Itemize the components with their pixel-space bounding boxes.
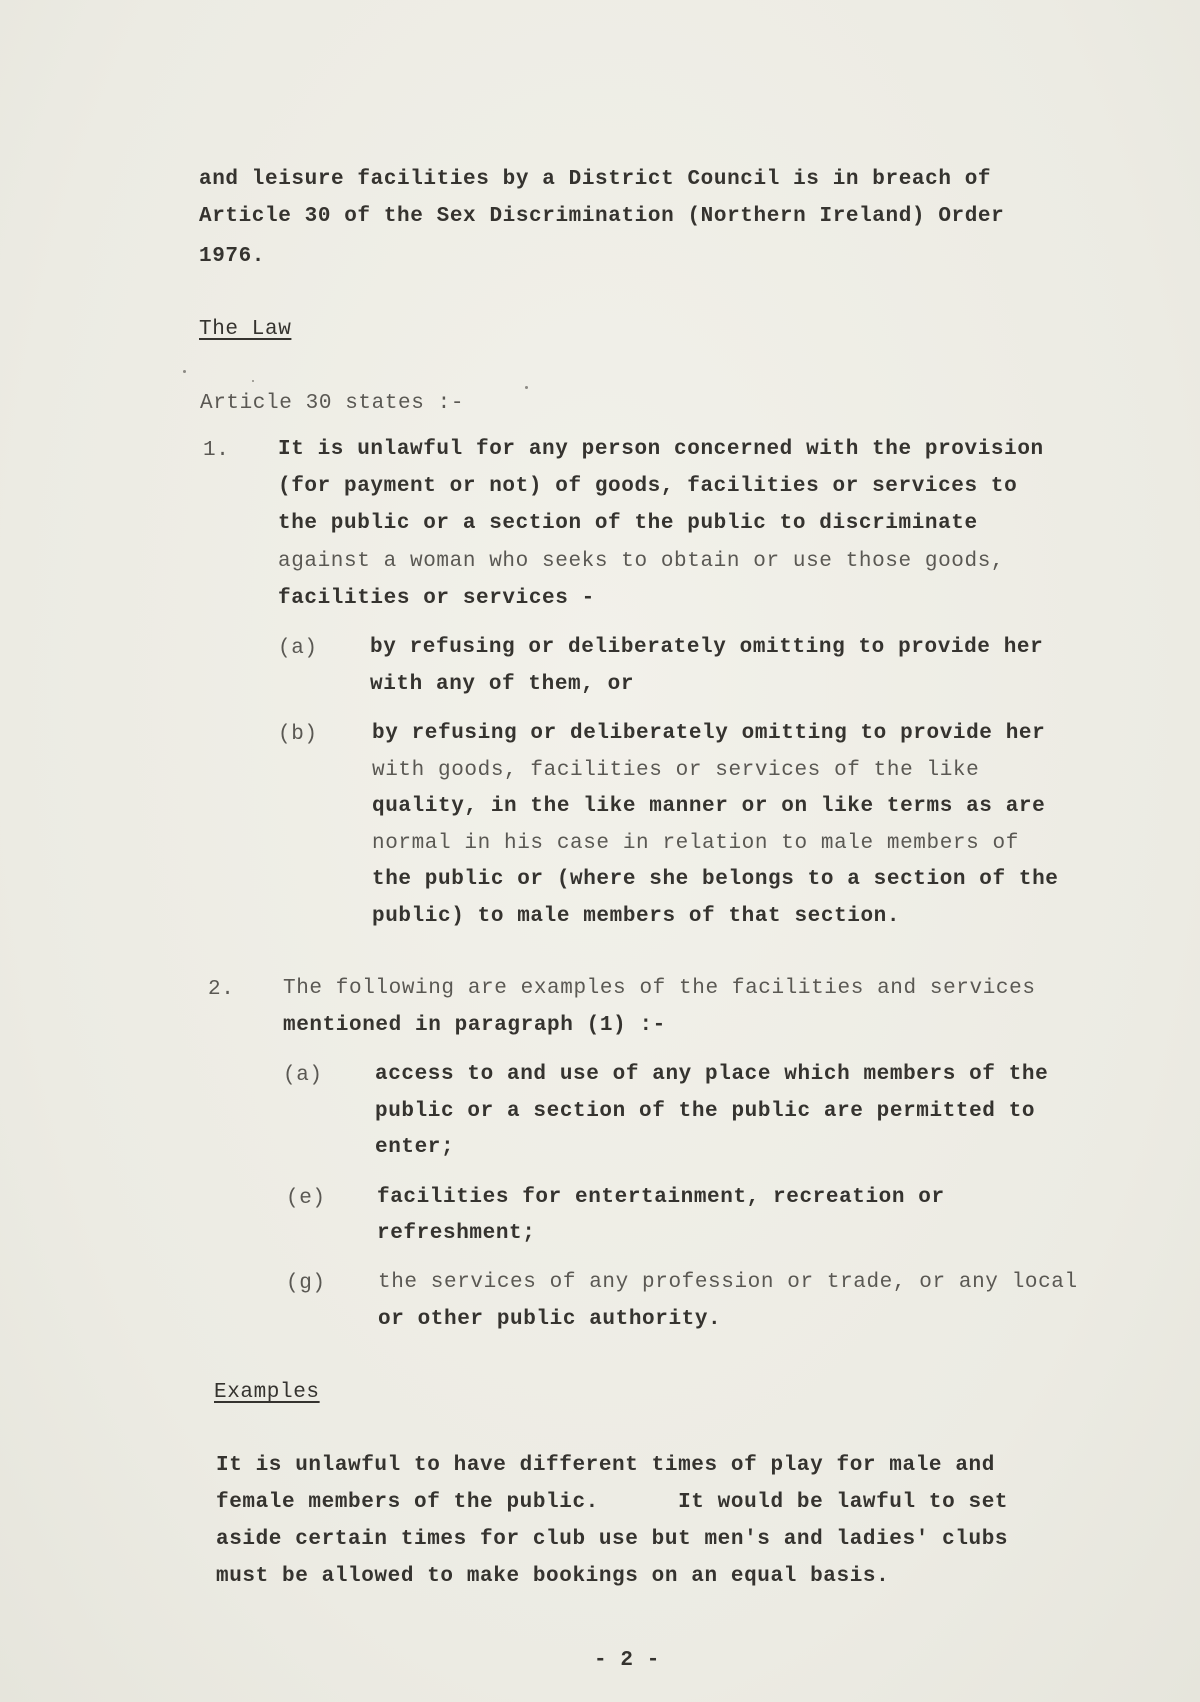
- item-label: (b): [278, 723, 318, 746]
- paragraph-line: facilities or services -: [278, 587, 595, 610]
- item-label: (e): [286, 1187, 326, 1210]
- item-line: facilities for entertainment, recreation or: [377, 1186, 945, 1209]
- paragraph-number: 2.: [208, 978, 235, 1001]
- intro-line: 1976.: [199, 245, 266, 268]
- paragraph-line: The following are examples of the facilities and services: [283, 977, 1036, 1000]
- examples-line: aside certain times for club use but men's and ladies' clubs: [216, 1528, 1009, 1551]
- paragraph-number: 1.: [203, 439, 230, 462]
- item-line: or other public authority.: [378, 1308, 722, 1331]
- item-line: with goods, facilities or services of the like: [372, 759, 980, 782]
- examples-line: must be allowed to make bookings on an equal basis.: [216, 1565, 890, 1588]
- paper-speck: [183, 370, 186, 373]
- item-line: enter;: [375, 1136, 455, 1159]
- item-label: (a): [283, 1064, 323, 1087]
- paragraph-line: It is unlawful for any person concerned with the provision: [278, 438, 1044, 461]
- item-line: by refusing or deliberately omitting to provide her: [370, 636, 1044, 659]
- paragraph-line: mentioned in paragraph (1) :-: [283, 1014, 666, 1037]
- item-line: the public or (where she belongs to a section of the: [372, 868, 1059, 891]
- intro-line: and leisure facilities by a District Council is in breach of: [199, 168, 992, 191]
- paragraph-line: the public or a section of the public to discriminate: [278, 512, 978, 535]
- paper-speck: [525, 386, 528, 389]
- examples-line: It is unlawful to have different times of play for male and: [216, 1454, 995, 1477]
- intro-line: Article 30 of the Sex Discrimination (Northern Ireland) Order: [199, 205, 1005, 228]
- item-line: access to and use of any place which members of the: [375, 1063, 1049, 1086]
- item-line: the services of any profession or trade, or any local: [378, 1271, 1078, 1294]
- paragraph-line: (for payment or not) of goods, facilities or services to: [278, 475, 1018, 498]
- article-intro: Article 30 states :-: [200, 392, 465, 415]
- item-label: (a): [278, 637, 318, 660]
- item-line: refreshment;: [377, 1222, 536, 1245]
- section-heading-examples: Examples: [214, 1381, 320, 1404]
- item-line: public or a section of the public are permitted to: [375, 1100, 1036, 1123]
- page-number: - 2 -: [594, 1649, 661, 1672]
- item-line: by refusing or deliberately omitting to provide her: [372, 722, 1046, 745]
- section-heading-the-law: The Law: [199, 318, 292, 341]
- paragraph-line: against a woman who seeks to obtain or use those goods,: [278, 550, 1005, 573]
- examples-line: female members of the public. It would be lawful to set: [216, 1491, 1009, 1514]
- item-line: normal in his case in relation to male members of: [372, 832, 1019, 855]
- item-line: with any of them, or: [370, 673, 635, 696]
- item-line: quality, in the like manner or on like terms as are: [372, 795, 1046, 818]
- item-line: public) to male members of that section.: [372, 905, 901, 928]
- paper-speck: [252, 380, 254, 382]
- item-label: (g): [286, 1272, 326, 1295]
